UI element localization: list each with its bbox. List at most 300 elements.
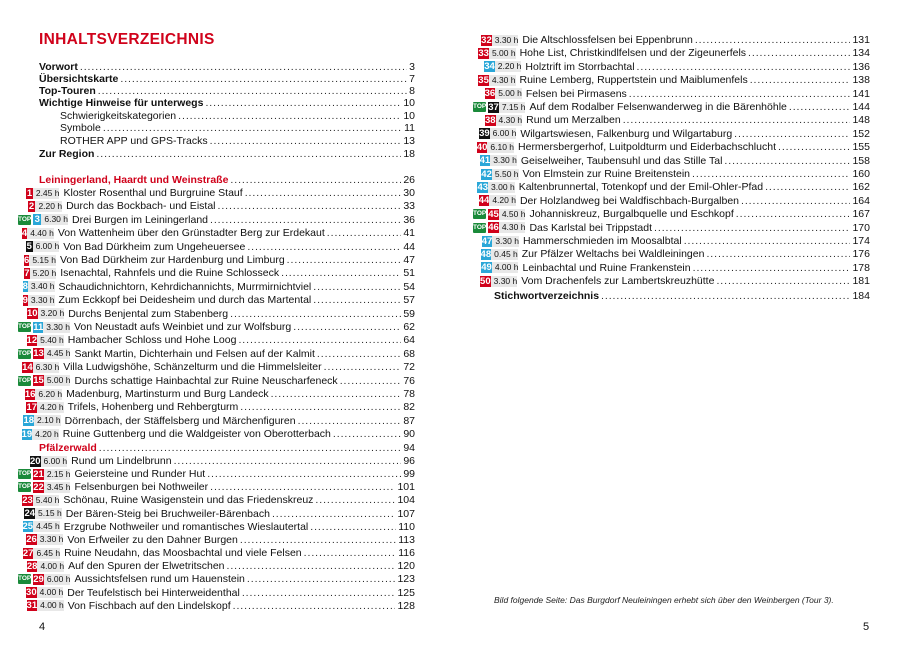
dot-leader — [315, 494, 395, 506]
tour-duration: 5.40 h — [33, 495, 60, 506]
dot-leader — [272, 508, 396, 520]
toc-entry[interactable] — [60, 110, 415, 122]
tour-page: 120 — [397, 560, 415, 573]
tour-name: Hammerschmieden im Moosalbtal — [522, 235, 682, 247]
toc-entry[interactable] — [39, 148, 415, 160]
tour-duration: 3.30 h — [492, 35, 519, 46]
tour-number: 11 — [33, 321, 44, 333]
toc-entry[interactable] — [39, 61, 415, 73]
tour-entry[interactable] — [473, 262, 870, 274]
tour-entry[interactable] — [18, 468, 415, 480]
toc-entry-page: 10 — [403, 97, 415, 109]
tour-page: 41 — [403, 227, 415, 240]
tour-duration: 6.20 h — [35, 389, 62, 400]
dot-leader — [247, 241, 401, 253]
dot-leader — [313, 294, 401, 306]
tour-entry[interactable] — [473, 222, 870, 234]
dot-leader — [120, 73, 407, 85]
toc-entry-label: Top-Touren — [39, 85, 96, 97]
tour-number: 23 — [22, 494, 33, 506]
tour-number: 34 — [484, 61, 495, 73]
page-number-right: 5 — [863, 621, 870, 633]
dot-leader — [227, 560, 396, 572]
dot-leader — [736, 208, 851, 220]
toc-entry-page: 11 — [404, 122, 415, 134]
dot-leader — [778, 141, 850, 153]
tour-entry[interactable] — [18, 281, 415, 293]
dot-leader — [724, 155, 850, 167]
tour-number: 50 — [480, 275, 491, 287]
tour-entry[interactable] — [18, 481, 415, 493]
tour-duration: 4.40 h — [27, 228, 54, 239]
tour-name: Geiersteine und Runder Hut — [74, 468, 206, 481]
tour-number: 48 — [480, 248, 492, 260]
dot-leader — [317, 348, 401, 360]
toc-entry-page: 8 — [409, 85, 415, 97]
dot-leader — [207, 468, 401, 480]
tour-entry[interactable] — [18, 521, 415, 533]
dot-leader — [174, 455, 402, 467]
tour-number: 31 — [26, 600, 38, 612]
dot-leader — [99, 442, 402, 454]
tour-number: 1 — [26, 187, 33, 199]
tour-page: 176 — [852, 248, 870, 261]
toc-title: INHALTSVERZEICHNIS — [39, 31, 215, 48]
dot-leader — [240, 401, 401, 413]
tour-entry[interactable] — [473, 181, 870, 193]
tour-page: 64 — [403, 334, 415, 347]
tour-name: Sankt Martin, Dichterhain und Felsen auf der Kalmit — [74, 347, 315, 360]
tour-duration: 6.00 h — [490, 128, 517, 139]
tour-duration: 4.00 h — [37, 561, 64, 572]
tour-duration: 5.20 h — [30, 268, 57, 279]
dot-leader — [245, 187, 402, 199]
tour-duration: 3.30 h — [43, 322, 70, 333]
tour-entry[interactable] — [473, 101, 870, 113]
tour-duration: 4.00 h — [37, 600, 64, 611]
tour-duration: 4.20 h — [32, 429, 59, 440]
tour-page: 162 — [852, 181, 870, 194]
dot-leader — [210, 481, 395, 493]
tour-page: 62 — [403, 321, 415, 333]
dot-leader — [637, 61, 851, 73]
tour-duration: 2.20 h — [495, 61, 522, 72]
tour-entry[interactable] — [18, 214, 415, 226]
tour-entry[interactable] — [473, 114, 870, 126]
tour-number: 9 — [22, 294, 28, 306]
top-tour-badge: TOP — [473, 223, 487, 231]
tour-duration: 2.45 h — [33, 188, 60, 199]
tour-entry[interactable] — [18, 401, 415, 413]
tour-duration: 3.00 h — [488, 182, 515, 193]
tour-number: 14 — [22, 361, 33, 373]
tour-entry[interactable] — [18, 361, 415, 373]
tour-duration: 4.00 h — [37, 587, 64, 598]
index-entry[interactable] — [494, 290, 870, 302]
tour-number: 26 — [26, 534, 37, 546]
tour-name: Rund um Lindelbrunn — [71, 455, 172, 467]
tour-name: Wilgartswiesen, Falkenburg und Wilgartaburg — [520, 127, 733, 140]
dot-leader — [281, 267, 401, 279]
tour-entry[interactable] — [18, 375, 415, 387]
tour-duration: 6.00 h — [44, 574, 71, 585]
tour-name: Von Bad Dürkheim zum Ungeheuersee — [63, 240, 246, 253]
tour-number: 5 — [26, 241, 32, 253]
tour-name: Leinbachtal und Ruine Frankenstein — [522, 261, 691, 274]
tour-name: Von Wattenheim über den Grünstadter Berg zur Erdekaut — [57, 227, 325, 240]
dot-leader — [654, 222, 850, 234]
tour-duration: 3.40 h — [28, 281, 55, 292]
tour-page: 33 — [403, 200, 415, 213]
tour-entry[interactable] — [18, 508, 415, 520]
tour-name: Hermersbergerhof, Luitpoldturm und Eiderbachschlucht — [518, 141, 776, 154]
tour-duration: 4.45 h — [33, 521, 60, 532]
tour-entry[interactable] — [473, 61, 870, 73]
dot-leader — [205, 97, 401, 109]
tour-number: 6 — [24, 254, 30, 266]
tour-duration: 5.15 h — [35, 508, 62, 519]
tour-name: Zur Pfälzer Weltachs bei Waldleiningen — [521, 248, 705, 261]
tour-number: 29 — [33, 573, 44, 585]
tour-name: Der Teufelstisch bei Hinterweidenthal — [67, 586, 240, 599]
tour-number: 18 — [23, 415, 35, 427]
tour-entry[interactable] — [473, 128, 870, 140]
toc-entry-label: Vorwort — [39, 61, 78, 73]
tour-number: 38 — [484, 114, 496, 126]
tour-page: 134 — [852, 47, 870, 60]
tour-entry[interactable] — [18, 573, 415, 585]
tour-entry[interactable] — [473, 155, 870, 167]
tour-name: Kloster Rosenthal und Burgruine Stauf — [63, 187, 243, 199]
toc-entry-page: 10 — [403, 110, 415, 122]
tour-name: Madenburg, Martinsturm und Burg Landeck — [66, 388, 269, 400]
tour-number: 19 — [21, 428, 33, 440]
tour-duration: 6.00 h — [33, 241, 60, 252]
tour-entry[interactable] — [18, 334, 415, 346]
section-label: Leiningerland, Haardt und Weinstraße — [39, 174, 229, 186]
tour-name: Holztrift im Storrbachtal — [525, 60, 635, 73]
dot-leader — [178, 110, 401, 122]
tour-number: 2 — [28, 200, 35, 212]
toc-entry-label: ROTHER APP und GPS-Tracks — [60, 135, 208, 147]
tour-number: 12 — [26, 334, 38, 346]
tour-entry[interactable] — [473, 195, 870, 207]
tour-entry[interactable] — [18, 494, 415, 506]
section-label: Pfälzerwald — [39, 442, 97, 454]
dot-leader — [327, 227, 402, 239]
tour-duration: 6.45 h — [33, 548, 60, 559]
dot-leader — [238, 334, 401, 346]
tour-duration: 4.20 h — [37, 402, 64, 413]
tour-name: Erzgrube Nothweiler und romantisches Wieslautertal — [63, 520, 309, 533]
tour-duration: 4.50 h — [499, 209, 526, 220]
tour-page: 141 — [852, 87, 870, 100]
tour-duration: 3.30 h — [28, 295, 55, 306]
tour-entry[interactable] — [473, 141, 870, 153]
tour-name: Felsenburgen bei Nothweiler — [74, 481, 209, 494]
tour-name: Drei Burgen im Leiningerland — [72, 213, 208, 226]
dot-leader — [789, 101, 851, 113]
toc-entry[interactable] — [60, 135, 415, 147]
tour-entry[interactable] — [473, 208, 870, 220]
tour-name: Schönau, Ruine Wasigenstein und das Friedenskreuz — [63, 494, 314, 507]
top-tour-badge: TOP — [18, 376, 32, 384]
tour-page: 170 — [852, 221, 870, 234]
toc-entry[interactable] — [39, 85, 415, 97]
dot-leader — [103, 122, 402, 134]
tour-number: 3 — [34, 214, 40, 226]
tour-page: 107 — [397, 507, 415, 520]
tour-number: 40 — [476, 141, 488, 153]
tour-number: 30 — [26, 587, 37, 598]
tour-entry[interactable] — [18, 455, 415, 467]
tour-entry[interactable] — [473, 88, 870, 100]
tour-entry[interactable] — [473, 74, 870, 86]
tour-duration: 4.45 h — [44, 348, 71, 359]
tour-number: 17 — [26, 401, 38, 413]
tour-number: 25 — [22, 521, 34, 533]
tour-name: Auf den Spuren der Elwetritschen — [68, 560, 225, 573]
tour-name: Der Bären-Steig bei Bruchweiler-Bärenbach — [65, 507, 270, 520]
tour-duration: 3.30 h — [492, 236, 519, 247]
tour-entry[interactable] — [18, 428, 415, 440]
tour-duration: 0.45 h — [491, 249, 518, 260]
tour-duration: 4.30 h — [496, 115, 523, 126]
tour-name: Hambacher Schloss und Hohe Loog — [67, 334, 237, 347]
tour-name: Schaudichnichtorn, Kehrdichannichts, Murrmirnichtviel — [58, 280, 312, 293]
tour-duration: 3.20 h — [38, 308, 65, 319]
tour-entry[interactable] — [473, 168, 870, 180]
tour-entry[interactable] — [18, 560, 415, 572]
tour-entry[interactable] — [473, 235, 870, 247]
tour-name: Ruine Guttenberg und die Waldgeister von Oberotterbach — [62, 428, 331, 441]
page-number-left: 4 — [39, 621, 46, 633]
dot-leader — [734, 128, 850, 140]
tour-duration: 2.15 h — [44, 469, 71, 480]
toc-entry[interactable] — [39, 97, 415, 109]
tour-entry[interactable] — [18, 241, 415, 253]
tour-page: 116 — [398, 547, 415, 560]
tour-page: 128 — [397, 599, 415, 612]
section-heading-leiningerland[interactable] — [39, 174, 415, 186]
tour-duration: 4.30 h — [499, 222, 526, 233]
top-tour-badge: TOP — [18, 575, 32, 583]
tour-name: Der Holzlandweg bei Waldfischbach-Burgalben — [519, 194, 740, 207]
tour-name: Vom Drachenfels zur Lambertskreuzhütte — [521, 275, 715, 288]
tour-duration: 5.00 h — [44, 375, 71, 386]
tour-name: Villa Ludwigshöhe, Schänzelturm und die Himmelsleiter — [63, 361, 322, 374]
tour-page: 57 — [403, 294, 415, 307]
tour-page: 160 — [852, 168, 870, 180]
toc-entry-label: Übersichtskarte — [39, 73, 119, 85]
tour-name: Kaltenbrunnertal, Totenkopf und der Emil-Ohler-Pfad — [518, 181, 764, 194]
tour-duration: 3.45 h — [44, 482, 71, 493]
tour-name: Von Elmstein zur Ruine Breitenstein — [522, 168, 691, 180]
toc-entry-label: Zur Region — [39, 148, 95, 160]
tour-duration: 3.30 h — [37, 534, 64, 545]
tour-number: 47 — [481, 235, 493, 247]
toc-entry-page: 18 — [403, 148, 415, 160]
tour-number: 36 — [484, 88, 496, 100]
tour-entry[interactable] — [18, 227, 415, 239]
tour-number: 44 — [478, 195, 490, 207]
tour-entry[interactable] — [473, 34, 870, 46]
tour-entry[interactable] — [18, 348, 415, 360]
toc-entry[interactable] — [39, 73, 415, 85]
dot-leader — [230, 308, 401, 320]
tour-name: Auf dem Rodalber Felsenwanderweg in die Bärenhöhle — [529, 101, 787, 113]
toc-entry-page: 7 — [409, 73, 415, 85]
toc-entry[interactable] — [60, 122, 415, 134]
tour-number: 21 — [33, 468, 44, 480]
tour-duration: 4.00 h — [492, 262, 519, 273]
tour-page: 30 — [403, 187, 415, 199]
tour-number: 42 — [481, 168, 492, 180]
dot-leader — [298, 415, 402, 427]
tour-number: 8 — [22, 281, 28, 293]
dot-leader — [271, 388, 402, 400]
dot-leader — [765, 181, 850, 193]
tour-page: 178 — [852, 261, 870, 274]
dot-leader — [80, 61, 407, 73]
tour-page: 148 — [852, 114, 870, 127]
toc-entry-label: Schwierigkeitskategorien — [60, 110, 177, 122]
tour-page: 174 — [852, 235, 870, 247]
tour-number: 43 — [477, 181, 489, 193]
tour-page: 158 — [852, 154, 870, 167]
top-tour-badge: TOP — [18, 470, 32, 478]
tour-entry[interactable] — [18, 254, 415, 266]
tour-name: Zum Eckkopf bei Deidesheim und durch das Martental — [58, 294, 312, 307]
tour-entry[interactable] — [18, 294, 415, 306]
dot-leader — [695, 34, 851, 46]
tour-duration: 6.00 h — [41, 456, 68, 467]
tour-number: 15 — [33, 375, 44, 387]
tour-page: 152 — [852, 127, 870, 140]
tour-page: 113 — [398, 533, 415, 546]
toc-entry-page: 3 — [409, 61, 415, 73]
dot-leader — [96, 148, 401, 160]
dot-leader — [218, 200, 402, 212]
dot-leader — [287, 254, 402, 266]
index-label: Stichwortverzeichnis — [494, 290, 600, 302]
tour-entry[interactable] — [18, 415, 415, 427]
tour-number: 45 — [488, 208, 499, 220]
tour-name: Ruine Neudahn, das Moosbachtal und viele Felsen — [64, 547, 302, 560]
tour-duration: 3.30 h — [490, 155, 517, 166]
tour-entry[interactable] — [473, 275, 870, 287]
tour-duration: 5.00 h — [495, 88, 522, 99]
tour-page: 36 — [403, 213, 415, 226]
tour-page: 181 — [852, 275, 870, 288]
tour-duration: 2.20 h — [35, 201, 62, 212]
tour-name: Durchs Benjental zum Stabenberg — [68, 307, 229, 320]
tour-page: 78 — [403, 388, 415, 400]
tour-page: 123 — [397, 573, 415, 586]
tour-entry[interactable] — [18, 267, 415, 279]
tour-duration: 5.40 h — [37, 335, 64, 346]
tour-duration: 4.30 h — [489, 75, 516, 86]
tour-number: 4 — [21, 227, 28, 239]
tour-entry[interactable] — [18, 388, 415, 400]
tour-number: 24 — [24, 508, 36, 520]
tour-page: 44 — [403, 240, 415, 253]
toc-entry-label: Symbole — [60, 122, 101, 134]
tour-duration: 2.10 h — [34, 415, 61, 426]
tour-page: 47 — [403, 254, 415, 266]
tour-number: 22 — [33, 481, 44, 493]
tour-entry[interactable] — [473, 47, 870, 59]
tour-name: Trifels, Hohenberg und Rehbergturm — [67, 401, 239, 414]
tour-page: 99 — [403, 468, 415, 481]
tour-page: 90 — [403, 428, 415, 441]
tour-entry[interactable] — [18, 200, 415, 212]
tour-duration: 4.20 h — [489, 195, 516, 206]
tour-name: Von Erfweiler zu den Dahner Burgen — [67, 533, 238, 546]
tour-name: Isenachtal, Rahnfels und die Ruine Schlosseck — [60, 267, 280, 280]
dot-leader — [340, 375, 402, 387]
tour-number: 32 — [481, 34, 492, 46]
dot-leader — [693, 262, 851, 274]
tour-page: 59 — [403, 307, 415, 320]
tour-duration: 3.30 h — [491, 276, 518, 287]
section-page: 26 — [403, 174, 415, 186]
top-tour-badge: TOP — [473, 210, 487, 218]
tour-name: Von Bad Dürkheim zur Hardenburg und Limburg — [59, 254, 285, 266]
dot-leader — [233, 600, 396, 612]
tour-entry[interactable] — [18, 587, 415, 599]
tour-entry[interactable] — [18, 534, 415, 546]
tour-page: 101 — [397, 481, 415, 494]
section-heading-pfaelzerwald[interactable] — [39, 442, 415, 454]
tour-number: 41 — [479, 155, 491, 167]
dot-leader — [706, 248, 850, 260]
dot-leader — [601, 290, 850, 302]
tour-entry[interactable] — [18, 321, 415, 333]
section-page: 94 — [403, 442, 415, 454]
tour-page: 96 — [403, 455, 415, 467]
tour-entry[interactable] — [18, 547, 415, 559]
tour-entry[interactable] — [473, 248, 870, 260]
dot-leader — [716, 275, 850, 287]
tour-page: 76 — [403, 374, 415, 387]
dot-leader — [210, 135, 402, 147]
tour-number: 35 — [478, 74, 489, 86]
dot-leader — [324, 361, 402, 373]
tour-page: 131 — [852, 34, 870, 46]
tour-number: 28 — [26, 560, 38, 572]
tour-name: Johanniskreuz, Burgalbquelle und Eschkopf — [529, 208, 734, 221]
tour-name: Von Fischbach auf den Lindelskopf — [67, 599, 231, 612]
toc-entry-page: 13 — [403, 135, 415, 147]
photo-caption: Bild folgende Seite: Das Burgdorf Neuleiningen erhebt sich über den Weinbergen (Tour 3). — [494, 595, 834, 605]
top-tour-badge: TOP — [18, 215, 32, 223]
tour-number: 46 — [488, 222, 499, 234]
tour-name: Hohe List, Christkindlfelsen und der Zigeunerfels — [519, 47, 747, 60]
tour-number: 16 — [24, 388, 36, 400]
dot-leader — [684, 235, 851, 247]
tour-number: 10 — [26, 308, 38, 320]
toc-entry-label: Wichtige Hinweise für unterwegs — [39, 97, 204, 109]
tour-name: Von Neustadt aufs Weinbiet und zur Wolfsburg — [73, 321, 292, 333]
dot-leader — [313, 281, 401, 293]
dot-leader — [304, 547, 397, 559]
tour-duration: 6.10 h — [487, 142, 514, 153]
tour-entry[interactable] — [18, 187, 415, 199]
tour-entry[interactable] — [18, 308, 415, 320]
tour-name: Rund um Merzalben — [526, 114, 621, 127]
tour-entry[interactable] — [18, 600, 415, 612]
